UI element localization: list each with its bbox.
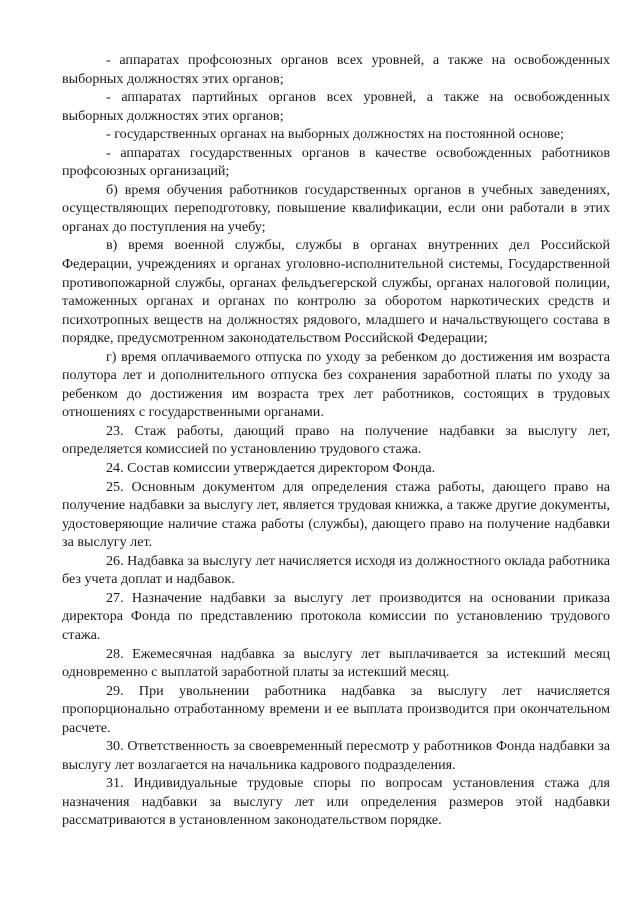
paragraph-clause-23: 23. Стаж работы, дающий право на получение надбавки за выслугу лет, определяется комиссией по установлению трудового стажа.: [62, 422, 610, 458]
paragraph-clause-28: 28. Ежемесячная надбавка за выслугу лет выплачивается за истекший месяц одновременно с выплатой заработной платы за истекший месяц.: [62, 645, 610, 681]
paragraph-item-v-military-service: в) время военной службы, службы в органах внутренних дел Российской Федерации, учреждениях и органах уголовно-исполнительной системы, Государственной противопожарной службы, органах фельдъегерской службы, органах налоговой полиции, таможенных органах и органах по контролю за оборотом наркотических средств и психотропных веществ на должностях рядового, младшего и начальствующего состава в порядке, предусмотренном законодательством Российской Федерации;: [62, 237, 610, 347]
paragraph-clause-24: 24. Состав комиссии утверждается директором Фонда.: [106, 460, 436, 477]
paragraph-item-b-training: б) время обучения работников государственных органов в учебных заведениях, осуществляющих переподготовку, повышение квалификации, если они работали в этих органах до поступления на учебу;: [62, 181, 610, 235]
paragraph-item-g-parental-leave: г) время оплачиваемого отпуска по уходу за ребенком до достижения им возраста полутора лет и дополнительного отпуска без сохранения заработной платы по уходу за ребенком до достижения им возраста трех лет работников, состоящих в трудовых отношениях с государственными органами.: [62, 348, 610, 421]
document-page: [62, 51, 610, 830]
paragraph-clause-27: 27. Назначение надбавки за выслугу лет производится на основании приказа директора Фонда по представлению протокола комиссии по установлению трудового стажа.: [62, 589, 610, 643]
paragraph-clause-31: 31. Индивидуальные трудовые споры по вопросам установления стажа для назначения надбавки за выслугу лет или определения размеров этой надбавки рассматриваются в установленном законодательством порядке.: [62, 775, 610, 829]
paragraph-clause-29: 29. При увольнении работника надбавка за выслугу лет начисляется пропорционально отработанному времени и ее выплата производится при окончательном расчете.: [62, 682, 610, 736]
paragraph-party-apparatus: - аппаратах партийных органов всех уровней, а также на освобожденных выборных должностях этих органов;: [62, 89, 610, 124]
paragraph-state-elected-positions: - государственных органах на выборных должностях на постоянной основе;: [106, 126, 564, 143]
paragraph-clause-30: 30. Ответственность за своевременный пересмотр у работников Фонда надбавки за выслугу лет возлагается на начальника кадрового подразделения.: [62, 738, 610, 773]
paragraph-clause-25: 25. Основным документом для определения стажа работы, дающего право на получение надбавки за выслугу лет, является трудовая книжка, а также другие документы, удостоверяющие наличие стажа работы (службы), дающего право на получение надбавки за выслугу лет.: [62, 478, 610, 551]
paragraph-state-union-workers: - аппаратах государственных органов в качестве освобожденных работников профсоюзных организаций;: [62, 144, 610, 180]
paragraph-clause-26: 26. Надбавка за выслугу лет начисляется исходя из должностного оклада работника без учета доплат и надбавок.: [62, 552, 610, 588]
paragraph-union-apparatus: - аппаратах профсоюзных органов всех уровней, а также на освобожденных выборных должностях этих органов;: [62, 52, 610, 87]
